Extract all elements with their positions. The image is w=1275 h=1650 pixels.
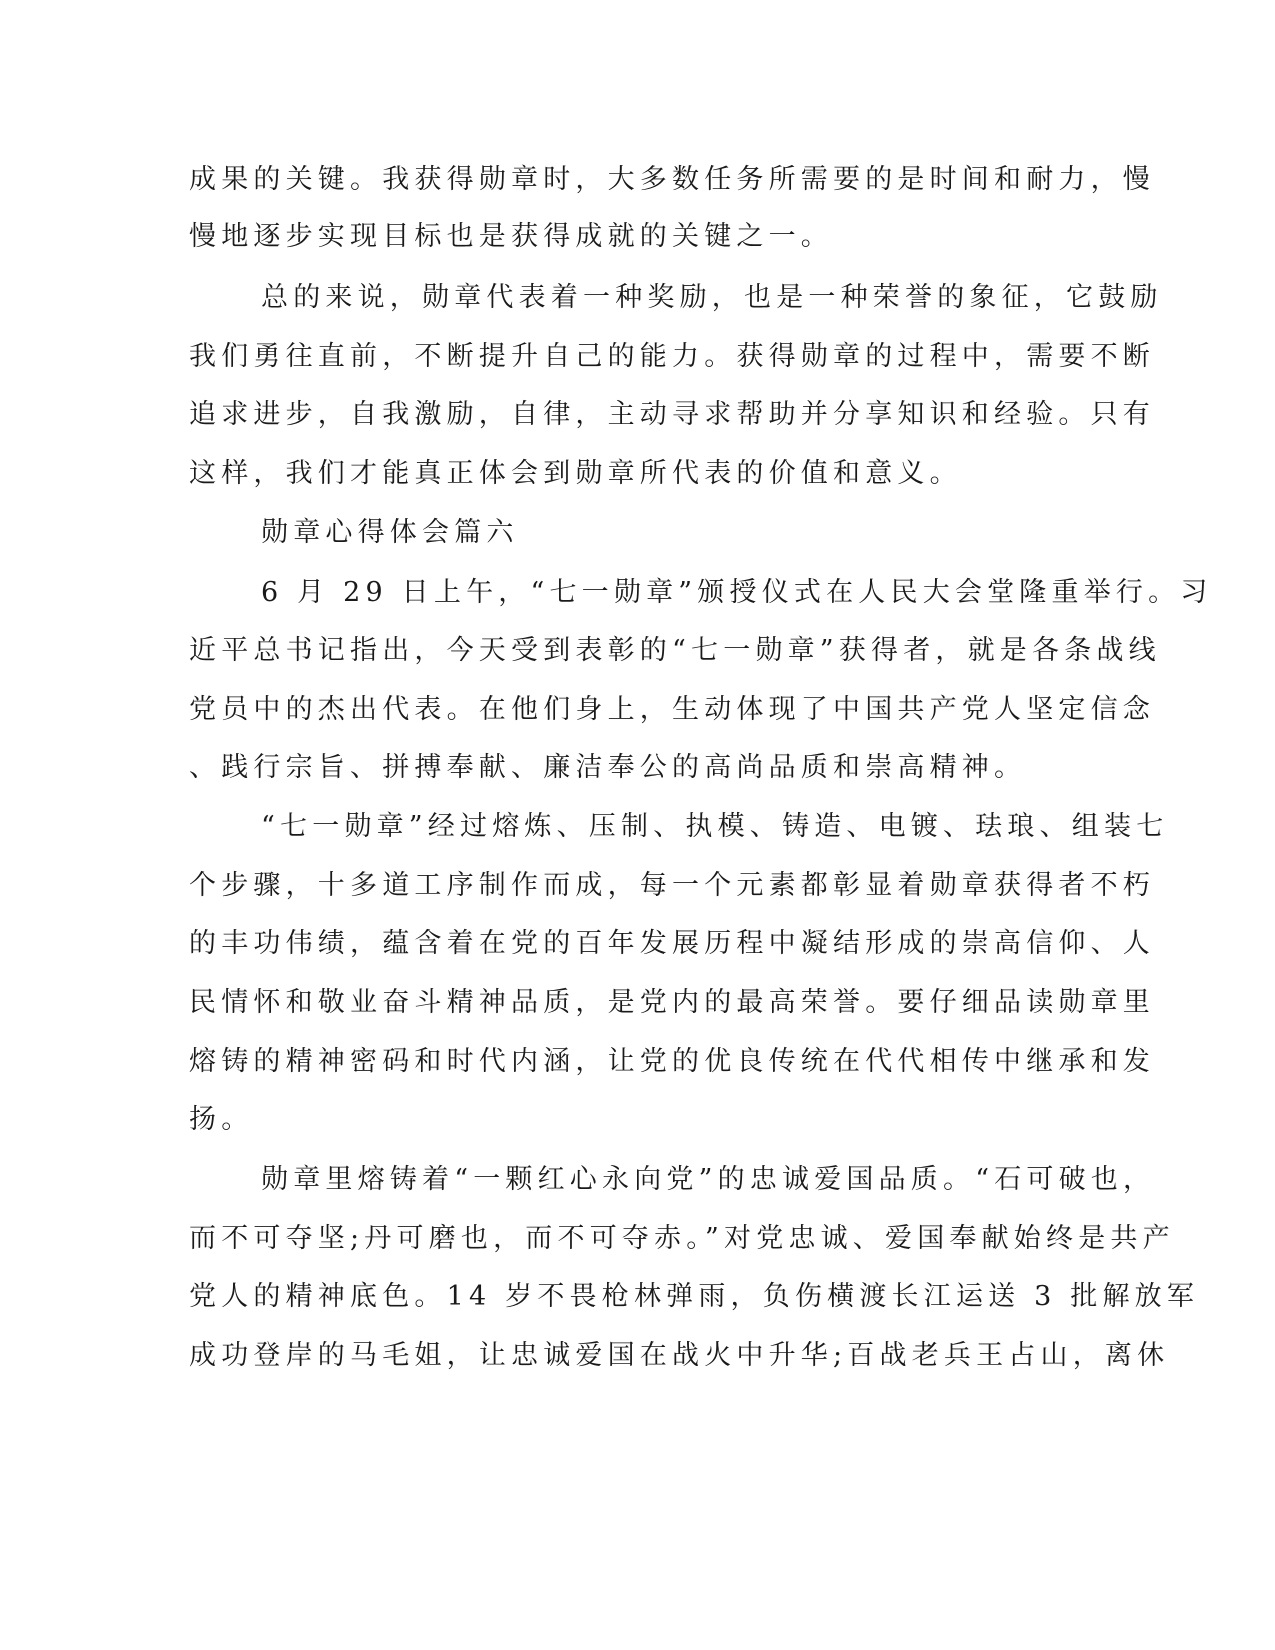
paragraph-line: 的丰功伟绩，蕴含着在党的百年发展历程中凝结形成的崇高信仰、人: [189, 928, 1155, 959]
paragraph-line: 党人的精神底色。14 岁不畏枪林弹雨，负伤横渡长江运送 3 批解放军: [189, 1281, 1200, 1312]
paragraph-line: 勋章里熔铸着“一颗红心永向党”的忠诚爱国品质。“石可破也，: [261, 1164, 1156, 1195]
paragraph-line: 扬。: [189, 1104, 254, 1135]
paragraph-line: 成功登岸的马毛姐，让忠诚爱国在战火中升华;百战老兵王占山，离休: [189, 1340, 1170, 1371]
paragraph-line: 总的来说，勋章代表着一种奖励，也是一种荣誉的象征，它鼓励: [261, 282, 1163, 313]
paragraph-line: 党员中的杰出代表。在他们身上，生动体现了中国共产党人坚定信念: [189, 694, 1155, 725]
paragraph-line: “七一勋章”经过熔炼、压制、执模、铸造、电镀、珐琅、组装七: [261, 811, 1169, 842]
paragraph-line: 慢地逐步实现目标也是获得成就的关键之一。: [189, 221, 833, 252]
paragraph-line: 成果的关键。我获得勋章时，大多数任务所需要的是时间和耐力，慢: [189, 164, 1155, 195]
paragraph-line: 6 月 29 日上午，“七一勋章”颁授仪式在人民大会堂隆重举行。习: [261, 577, 1213, 608]
paragraph-line: 我们勇往直前，不断提升自己的能力。获得勋章的过程中，需要不断: [189, 341, 1155, 372]
paragraph-line: 个步骤，十多道工序制作而成，每一个元素都彰显着勋章获得者不朽: [189, 870, 1155, 901]
paragraph-line: 近平总书记指出，今天受到表彰的“七一勋章”获得者，就是各条战线: [189, 635, 1161, 666]
paragraph-line: 、践行宗旨、拼搏奉献、廉洁奉公的高尚品质和崇高精神。: [189, 752, 1027, 783]
section-heading: 勋章心得体会篇六: [261, 517, 519, 548]
paragraph-line: 熔铸的精神密码和时代内涵，让党的优良传统在代代相传中继承和发: [189, 1046, 1155, 1077]
paragraph-line: 追求进步，自我激励，自律，主动寻求帮助并分享知识和经验。只有: [189, 399, 1155, 430]
paragraph-line: 而不可夺坚;丹可磨也，而不可夺赤。”对党忠诚、爱国奉献始终是共产: [189, 1223, 1175, 1254]
paragraph-line: 民情怀和敬业奋斗精神品质，是党内的最高荣誉。要仔细品读勋章里: [189, 987, 1155, 1018]
paragraph-line: 这样，我们才能真正体会到勋章所代表的价值和意义。: [189, 458, 962, 489]
